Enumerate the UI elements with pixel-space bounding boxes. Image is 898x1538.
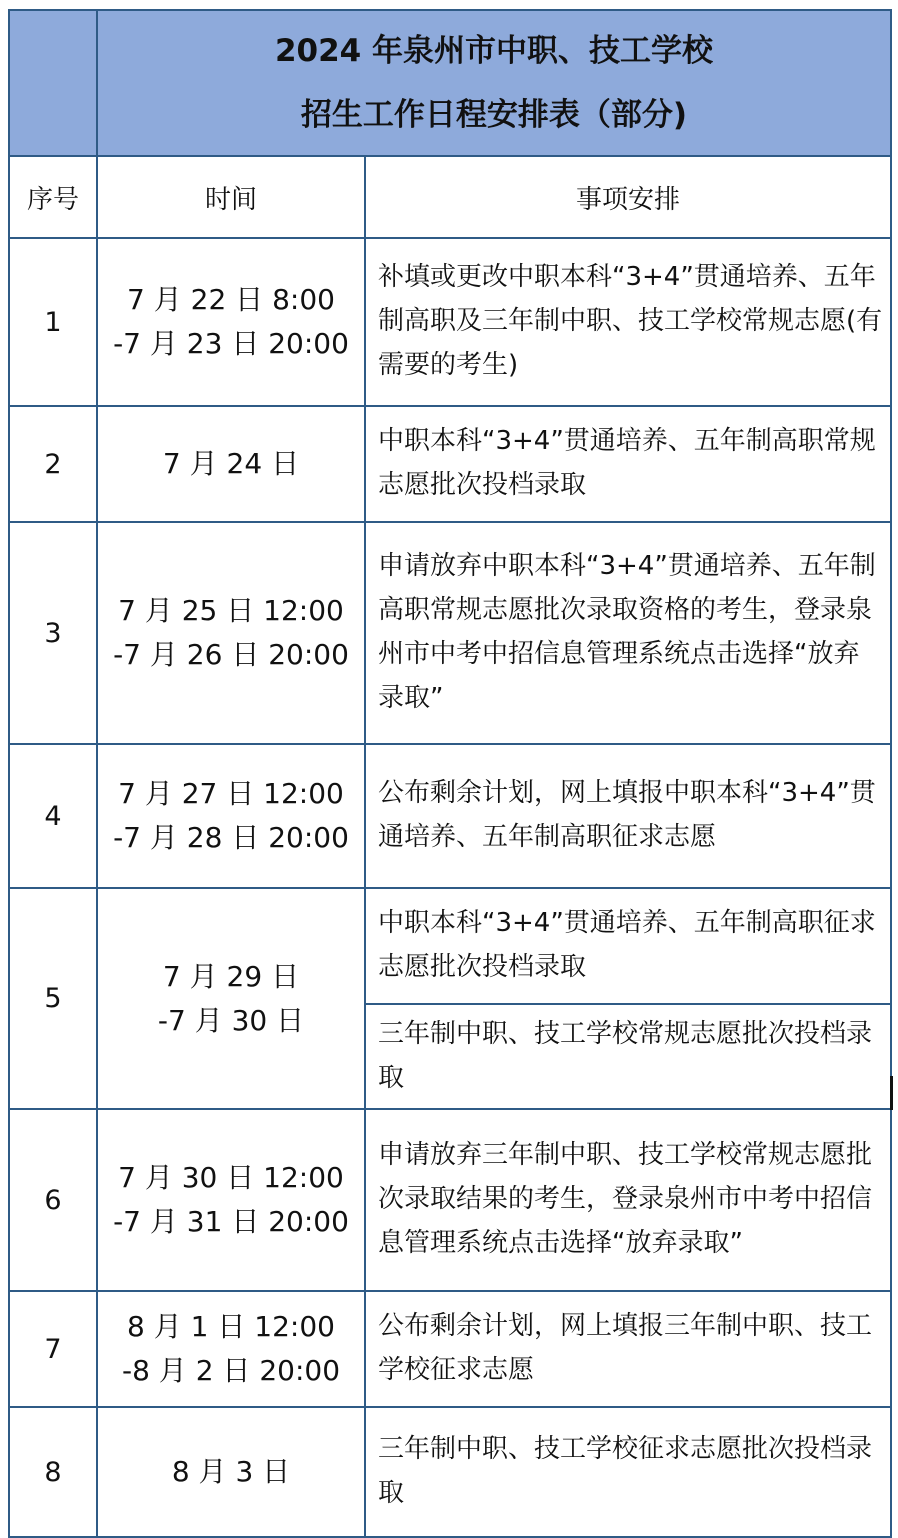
table-row (9, 1109, 891, 1291)
row-time (97, 1109, 365, 1291)
row-index: 4 (9, 744, 97, 888)
row-index: 2 (9, 406, 97, 522)
row-index: 5 (9, 888, 97, 1109)
row-item: 补填或更改中职本科“3+4”贯通培养、五年制高职及三年制中职、技工学校常规志愿(有需要的考生) (365, 238, 891, 406)
row-item: 公布剩余计划，网上填报三年制中职、技工学校征求志愿 (365, 1291, 891, 1407)
row-index: 1 (9, 238, 97, 406)
time-start: 8 月 1 日 12:00 (127, 1310, 335, 1343)
row-time (97, 1407, 365, 1537)
title-blank-cell (9, 10, 97, 156)
time-start: 7 月 22 日 8:00 (127, 283, 335, 316)
text-cursor-mark (890, 1076, 893, 1110)
row-index: 3 (9, 522, 97, 744)
row-item: 三年制中职、技工学校常规志愿批次投档录取 (365, 1004, 891, 1109)
time-end: -7 月 31 日 20:00 (113, 1205, 349, 1238)
table-row (9, 1407, 891, 1537)
row-item: 申请放弃中职本科“3+4”贯通培养、五年制高职常规志愿批次录取资格的考生，登录泉州市中考中招信息管理系统点击选择“放弃录取” (365, 522, 891, 744)
row-time (97, 522, 365, 744)
row-item: 公布剩余计划，网上填报中职本科“3+4”贯通培养、五年制高职征求志愿 (365, 744, 891, 888)
time-start: 7 月 24 日 (162, 447, 300, 480)
time-end: -7 月 30 日 (157, 1003, 305, 1037)
header-item: 事项安排 (365, 156, 891, 238)
row-time (97, 744, 365, 888)
row-time (97, 406, 365, 522)
row-index: 7 (9, 1291, 97, 1407)
time-start: 7 月 27 日 12:00 (118, 777, 344, 810)
table-title (97, 10, 891, 156)
row-item: 中职本科“3+4”贯通培养、五年制高职征求志愿批次投档录取 (365, 888, 891, 1004)
header-index: 序号 (9, 156, 97, 238)
title-line-2: 招生工作日程安排表（部分) (300, 97, 688, 133)
table-row (9, 238, 891, 406)
table-row (9, 888, 891, 1004)
row-item: 中职本科“3+4”贯通培养、五年制高职常规志愿批次投档录取 (365, 406, 891, 522)
time-end: -8 月 2 日 20:00 (121, 1354, 341, 1387)
title-line-1: 2024 年泉州市中职、技工学校 (274, 33, 714, 69)
row-time (97, 238, 365, 406)
header-time: 时间 (97, 156, 365, 238)
time-end: -7 月 23 日 20:00 (113, 327, 349, 360)
row-index: 8 (9, 1407, 97, 1537)
table-row (9, 522, 891, 744)
table-row (9, 1291, 891, 1407)
header-row (9, 156, 891, 238)
row-time (97, 1291, 365, 1407)
row-item: 申请放弃三年制中职、技工学校常规志愿批次录取结果的考生，登录泉州市中考中招信息管理系统点击选择“放弃录取” (365, 1109, 891, 1291)
table-row (9, 406, 891, 522)
row-time (97, 888, 365, 1109)
row-item: 三年制中职、技工学校征求志愿批次投档录取 (365, 1407, 891, 1537)
time-end: -7 月 26 日 20:00 (113, 638, 349, 671)
time-end: -7 月 28 日 20:00 (113, 821, 349, 854)
time-start: 7 月 25 日 12:00 (118, 594, 344, 627)
schedule-table (8, 9, 892, 1538)
time-start: 7 月 29 日 (162, 959, 300, 993)
title-row (9, 10, 891, 156)
time-start: 8 月 3 日 (171, 1455, 291, 1488)
table-row (9, 744, 891, 888)
row-index: 6 (9, 1109, 97, 1291)
time-start: 7 月 30 日 12:00 (118, 1161, 344, 1194)
